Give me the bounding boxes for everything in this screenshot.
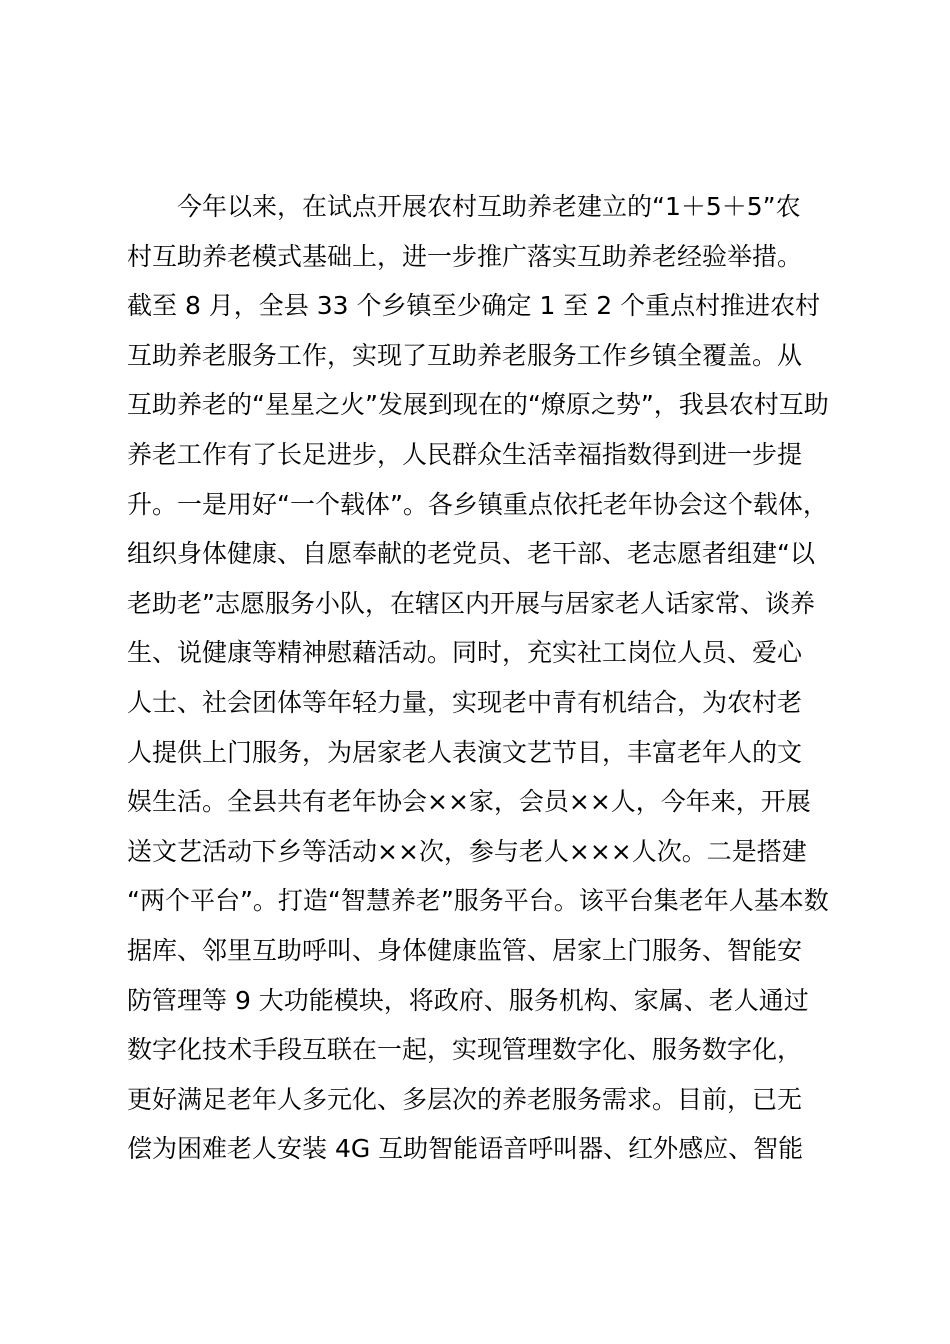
paragraph-line: 互助养老的“星星之火”发展到现在的“燎原之势”，我县农村互助 [127, 390, 829, 420]
paragraph-line: 娱生活。全县共有老年协会××家，会员××人，今年来，开展 [127, 787, 811, 817]
body-paragraph [127, 182, 847, 1174]
paragraph-line: 送文艺活动下乡等活动××次，参与老人×××人次。二是搭建 [127, 836, 807, 866]
paragraph-line: 组织身体健康、自愿奉献的老党员、老干部、老志愿者组建“以 [127, 539, 815, 569]
paragraph-line: 据库、邻里互助呼叫、身体健康监管、居家上门服务、智能安 [127, 935, 803, 965]
paragraph-line: 养老工作有了长足进步，人民群众生活幸福指数得到进一步提 [127, 439, 803, 469]
paragraph-line: 生、说健康等精神慰藉活动。同时，充实社工岗位人员、爱心 [127, 638, 803, 668]
paragraph-line: 更好满足老年人多元化、多层次的养老服务需求。目前，已无 [127, 1084, 803, 1114]
paragraph-line: 升。一是用好“一个载体”。各乡镇重点依托老年协会这个载体， [127, 489, 828, 519]
paragraph-line: 截至 8 月，全县 33 个乡镇至少确定 1 至 2 个重点村推进农村 [127, 291, 821, 321]
paragraph-line: 人提供上门服务，为居家老人表演文艺节目，丰富老年人的文 [127, 737, 803, 767]
paragraph-line: 人士、社会团体等年轻力量，实现老中青有机结合，为农村老 [127, 687, 803, 717]
paragraph-line: 老助老”志愿服务小队，在辖区内开展与居家老人话家常、谈养 [127, 588, 815, 618]
paragraph-line: 数字化技术手段互联在一起，实现管理数字化、服务数字化， [127, 1035, 803, 1065]
paragraph-line: “两个平台”。打造“智慧养老”服务平台。该平台集老年人基本数 [127, 886, 829, 916]
paragraph-line: 村互助养老模式基础上，进一步推广落实互助养老经验举措。 [127, 241, 803, 271]
paragraph-line: 今年以来，在试点开展农村互助养老建立的“1＋5＋5”农 [177, 192, 801, 221]
paragraph-line: 防管理等 9 大功能模块，将政府、服务机构、家属、老人通过 [127, 985, 809, 1015]
paragraph-line: 互助养老服务工作，实现了互助养老服务工作乡镇全覆盖。从 [127, 340, 803, 370]
paragraph-line: 偿为困难老人安装 4G 互助智能语音呼叫器、红外感应、智能 [127, 1134, 804, 1164]
